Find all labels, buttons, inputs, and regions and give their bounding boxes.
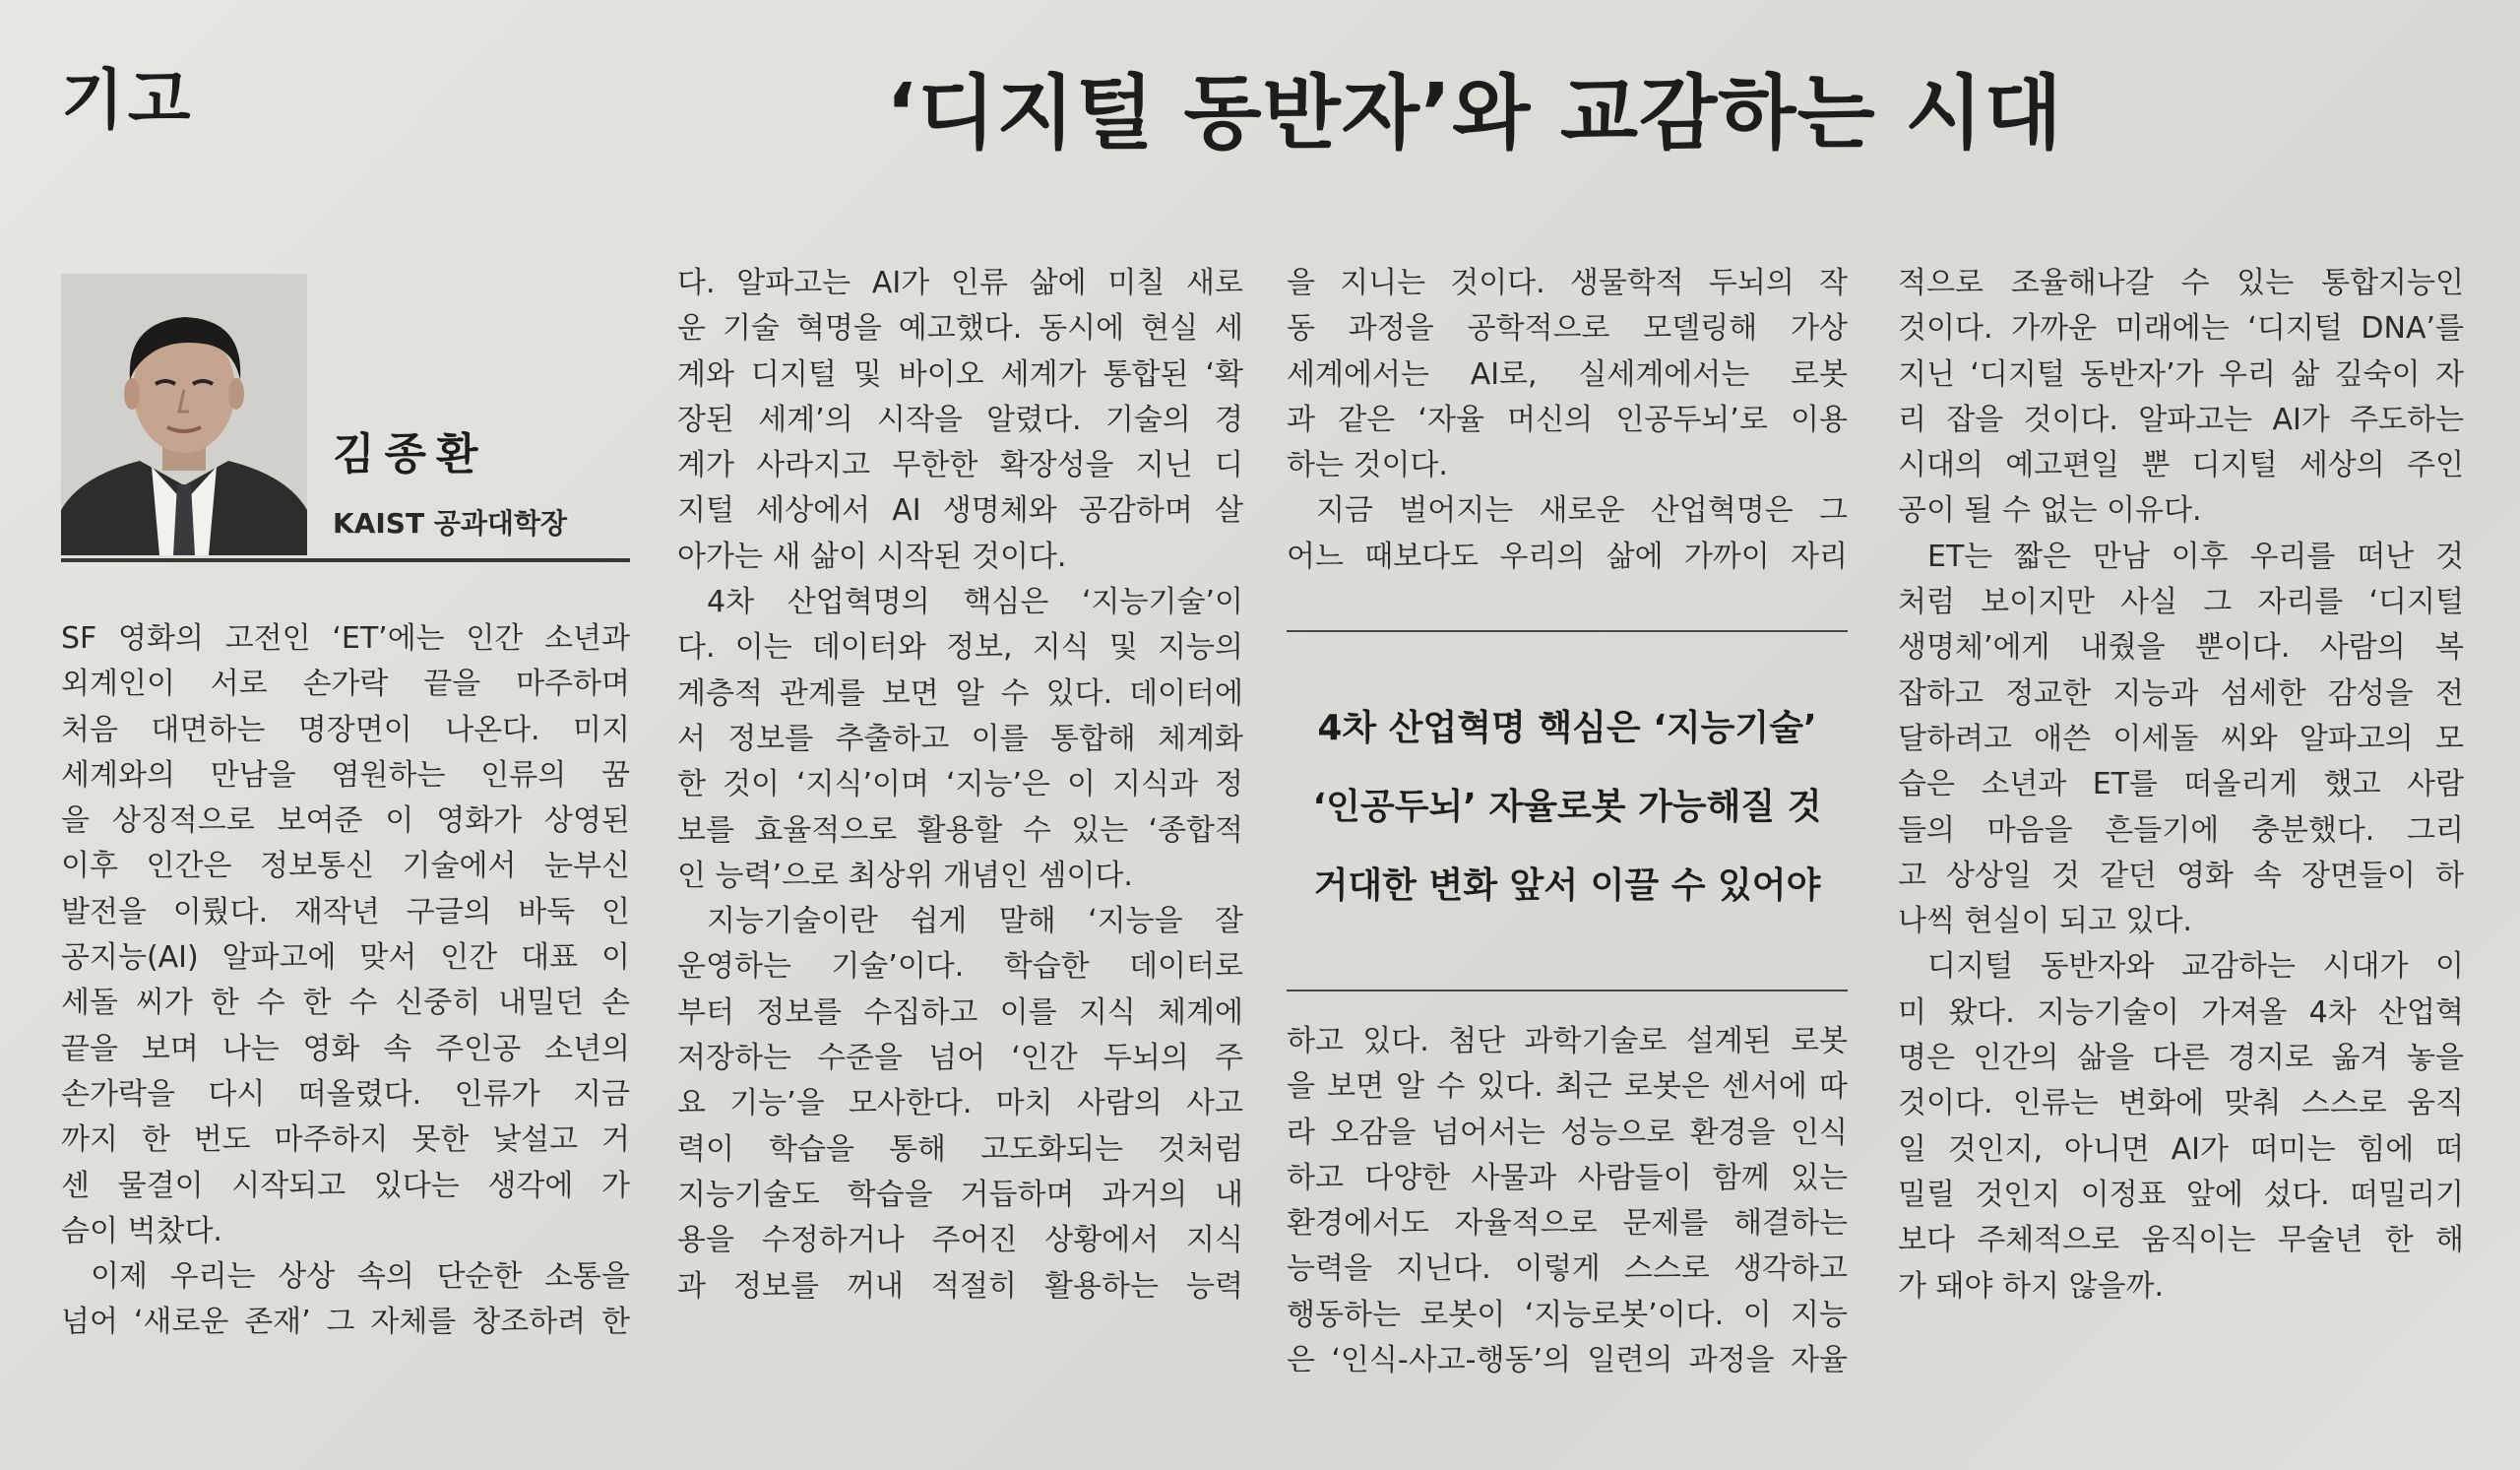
text-line: 운 기술 혁명을 예고했다. 동시에 현실 세 — [677, 311, 1243, 347]
author-photo — [61, 274, 307, 555]
text-line: 지닌 ‘디지털 동반자’가 우리 삶 깊숙이 자 — [1898, 356, 2464, 392]
text-line: 인 능력’으로 최상위 개념인 셈이다. — [677, 858, 1133, 893]
text-line: 력이 학습을 통해 고도화되는 것처럼 — [677, 1131, 1243, 1167]
text-line: 용을 수정하거나 주어진 상황에서 지식 — [677, 1223, 1243, 1258]
text-line: 4차 산업혁명의 핵심은 ‘지능기술’이 — [707, 585, 1243, 620]
text-line: 하고 다양한 사물과 사람들이 함께 있는 — [1287, 1160, 1848, 1195]
text-line: 것이다. 인류는 변화에 맞춰 스스로 움직 — [1898, 1086, 2464, 1121]
text-line: 손가락을 다시 떠올렸다. 인류가 지금 — [61, 1076, 630, 1112]
text-line: ET는 짧은 만남 이후 우리를 떠난 것 — [1927, 539, 2464, 574]
text-line: 세돌 씨가 한 수 한 수 신중히 내밀던 손 — [61, 986, 630, 1021]
text-line: 운영하는 기술’이다. 학습한 데이터로 — [677, 949, 1243, 985]
text-line: 잡하고 정교한 지능과 섬세한 감성을 전 — [1898, 675, 2464, 711]
text-line: 요 기능’을 모사한다. 마치 사람의 사고 — [677, 1086, 1243, 1121]
text-line: 계층적 관계를 보면 알 수 있다. 데이터에 — [677, 675, 1243, 711]
text-line: 처음 대면하는 명장면이 나온다. 미지 — [61, 712, 630, 747]
author-name: 김종환 — [333, 429, 488, 479]
text-line: 외계인이 서로 손가락 끝을 마주하며 — [61, 667, 630, 702]
pull-quote-top-rule — [1287, 630, 1848, 632]
text-line: 저장하는 수준을 넘어 ‘인간 두뇌의 주 — [677, 1041, 1243, 1076]
text-line: 가 돼야 하지 않을까. — [1898, 1268, 2164, 1304]
text-line: 디지털 동반자와 교감하는 시대가 이 — [1927, 949, 2464, 985]
section-label: 기고 — [61, 62, 195, 138]
text-line: 다. 알파고는 AI가 인류 삶에 미칠 새로 — [677, 266, 1243, 300]
text-line: 지능기술이란 쉽게 말해 ‘지능을 잘 — [707, 904, 1243, 939]
text-line: 지능기술도 학습을 거듭하며 과거의 내 — [677, 1177, 1243, 1212]
text-line: 일 것인지, 아니면 AI가 떠미는 힘에 떠 — [1898, 1131, 2464, 1167]
text-line: 적으로 조율해나갈 수 있는 통합지능인 — [1898, 266, 2464, 300]
text-line: 계와 디지털 및 바이오 세계가 통합된 ‘확 — [677, 356, 1243, 392]
pull-quote-line: ‘인공두뇌’ 자율로봇 가능해질 것 — [1312, 787, 1822, 827]
text-line: 공이 될 수 없는 이유다. — [1898, 493, 2202, 529]
text-line: 라 오감을 넘어서는 성능으로 환경을 인식 — [1287, 1115, 1848, 1150]
article-column-1 — [61, 616, 630, 1346]
article-headline: ‘디지털 동반자’와 교감하는 시대 — [886, 67, 2063, 160]
article-column-3-bottom — [1287, 1019, 1848, 1383]
text-line: 끝을 보며 나는 영화 속 주인공 소년의 — [61, 1031, 630, 1066]
text-line: 하고 있다. 첨단 과학기술로 설계된 로봇 — [1287, 1024, 1848, 1058]
text-line: 나씩 현실이 되고 있다. — [1898, 904, 2192, 939]
author-divider — [61, 558, 630, 562]
text-line: 생명체’에게 내줬을 뿐이다. 사람의 복 — [1898, 630, 2464, 666]
text-line: 장된 세계’의 시작을 알렸다. 기술의 경 — [677, 402, 1243, 437]
pull-quote-line: 4차 산업혁명 핵심은 ‘지능기술’ — [1317, 708, 1817, 748]
text-line: 명은 인간의 삶을 다른 경지로 옮겨 놓을 — [1898, 1041, 2464, 1076]
text-line: 과 같은 ‘자율 머신의 인공두뇌’로 이용 — [1287, 402, 1848, 437]
text-line: 서 정보를 추출하고 이를 통합해 체계화 — [677, 721, 1243, 756]
text-line: 을 상징적으로 보여준 이 영화가 상영된 — [61, 803, 630, 839]
text-line: 아가는 새 삶이 시작된 것이다. — [677, 539, 1067, 574]
pull-quote-line: 거대한 변화 앞서 이끌 수 있어야 — [1313, 865, 1821, 906]
text-line: 환경에서도 자율적으로 문제를 해결하는 — [1287, 1206, 1848, 1242]
text-line: 이제 우리는 상상 속의 단순한 소통을 — [91, 1259, 630, 1295]
text-line: 시대의 예고편일 뿐 디지털 세상의 주인 — [1898, 448, 2464, 483]
text-line: 공지능(AI) 알파고에 맞서 인간 대표 이 — [61, 940, 630, 976]
text-line: 행동하는 로봇이 ‘지능로봇’이다. 이 지능 — [1287, 1297, 1848, 1332]
article-column-4 — [1898, 261, 2464, 1310]
text-line: 보다 주체적으로 움직이는 무술년 한 해 — [1898, 1223, 2464, 1258]
text-line: 은 ‘인식-사고-행동’의 일련의 과정을 자율 — [1287, 1343, 1848, 1378]
author-portrait-image — [61, 274, 307, 555]
pull-quote — [1287, 689, 1848, 926]
text-line: 세계에서는 AI로, 실세계에서는 로봇 — [1287, 356, 1848, 392]
text-line: 계가 사라지고 무한한 확장성을 지닌 디 — [677, 448, 1243, 483]
text-line: 보를 효율적으로 활용할 수 있는 ‘종합적 — [677, 812, 1243, 848]
text-line: 처럼 보이지만 사실 그 자리를 ‘디지털 — [1898, 585, 2464, 620]
text-line: 달하려고 애쓴 이세돌 씨와 알파고의 모 — [1898, 721, 2464, 756]
text-line: 세계와의 만남을 염원하는 인류의 꿈 — [61, 757, 630, 793]
text-line: 슴이 벅찼다. — [61, 1213, 222, 1248]
text-line: 을 보면 알 수 있다. 최근 로봇은 센서에 따 — [1287, 1069, 1848, 1105]
text-line: 한 것이 ‘지식’이며 ‘지능’은 이 지식과 정 — [677, 767, 1243, 802]
text-line: 발전을 이뤘다. 재작년 구글의 바둑 인 — [61, 894, 630, 929]
text-line: 까지 한 번도 마주하지 못한 낯설고 거 — [61, 1122, 630, 1158]
text-line: 넘어 ‘새로운 존재’ 그 자체를 창조하려 한 — [61, 1305, 630, 1340]
text-line: 고 상상일 것 같던 영화 속 장면들이 하 — [1898, 858, 2464, 893]
article-column-2 — [677, 261, 1243, 1310]
text-line: 지털 세상에서 AI 생명체와 공감하며 살 — [677, 493, 1243, 529]
text-line: 밀릴 것인지 이정표 앞에 섰다. 떠밀리기 — [1898, 1177, 2464, 1212]
text-line: 센 물결이 시작되고 있다는 생각에 가 — [61, 1168, 630, 1203]
pull-quote-bottom-rule — [1287, 990, 1848, 991]
text-line: 습은 소년과 ET를 떠올리게 했고 사람 — [1898, 767, 2464, 802]
text-line: 것이다. 가까운 미래에는 ‘디지털 DNA’를 — [1898, 311, 2464, 347]
text-line: 동 과정을 공학적으로 모델링해 가상 — [1287, 311, 1848, 347]
text-line: 이후 인간은 정보통신 기술에서 눈부신 — [61, 849, 630, 884]
text-line: 부터 정보를 수집하고 이를 지식 체계에 — [677, 994, 1243, 1030]
author-title: KAIST 공과대학장 — [333, 507, 568, 540]
text-line: 들의 마음을 흔들기에 충분했다. 그리 — [1898, 812, 2464, 848]
text-line: 능력을 지닌다. 이렇게 스스로 생각하고 — [1287, 1251, 1848, 1287]
text-line: SF 영화의 고전인 ‘ET’에는 인간 소년과 — [61, 621, 630, 656]
text-line: 어느 때보다도 우리의 삶에 가까이 자리 — [1287, 539, 1848, 574]
text-line: 을 지니는 것이다. 생물학적 두뇌의 작 — [1287, 266, 1848, 300]
text-line: 과 정보를 꺼내 적절히 활용하는 능력 — [677, 1268, 1243, 1304]
article-column-3-top — [1287, 261, 1848, 580]
text-line: 다. 이는 데이터와 정보, 지식 및 지능의 — [677, 630, 1243, 666]
text-line: 리 잡을 것이다. 알파고는 AI가 주도하는 — [1898, 402, 2464, 437]
text-line: 지금 벌어지는 새로운 산업혁명은 그 — [1316, 493, 1848, 529]
text-line: 하는 것이다. — [1287, 448, 1448, 483]
text-line: 미 왔다. 지능기술이 가져올 4차 산업혁 — [1898, 994, 2464, 1030]
